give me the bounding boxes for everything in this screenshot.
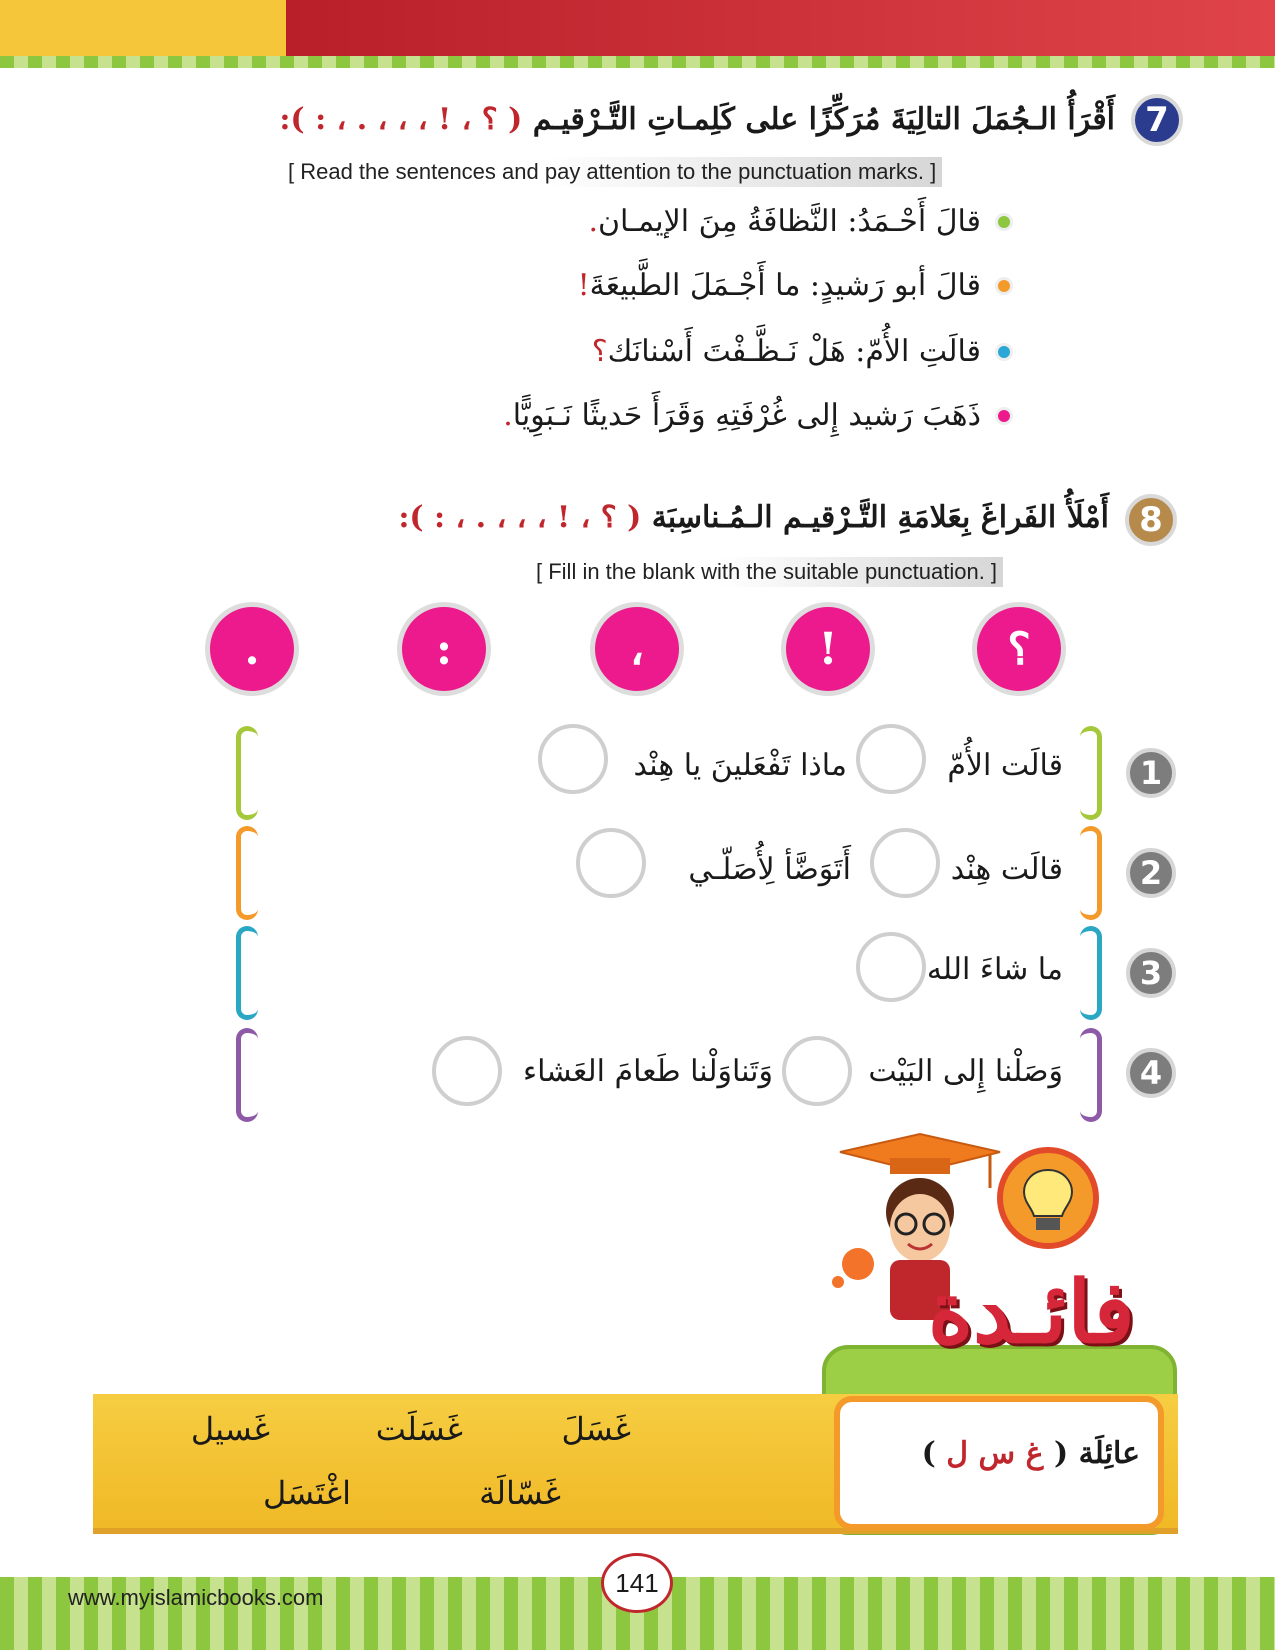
- header-red-block: [286, 0, 1275, 56]
- bullet-dot: [995, 343, 1013, 361]
- exercise-7-badge: 7: [1131, 94, 1183, 146]
- row-2-part2: أَتَوَضَّأ لِأُصَلّـي: [688, 852, 851, 887]
- row-3-blank-1[interactable]: [856, 932, 926, 1002]
- sentence-punct: .: [588, 204, 598, 239]
- row-4-number: 4: [1126, 1048, 1176, 1098]
- fact-word-5: اغْتَسَل: [262, 1474, 351, 1512]
- bracket-right: [1080, 1028, 1102, 1122]
- header-bar: [0, 0, 1275, 58]
- exercise-7-marks: ( ؟ ، ! ، ، ، . ، : ):: [279, 102, 523, 137]
- bracket-right: [1080, 826, 1102, 920]
- fact-root-text: [922, 1436, 1140, 1471]
- sentence-punct: ؟: [591, 334, 608, 369]
- row-1-blank-1[interactable]: [856, 724, 926, 794]
- bracket-left: [236, 726, 258, 820]
- row-1-blank-2[interactable]: [538, 724, 608, 794]
- row-4-blank-1[interactable]: [782, 1036, 852, 1106]
- fact-word-2: غَسَلَت: [375, 1410, 463, 1448]
- bracket-left: [236, 1028, 258, 1122]
- bracket-right: [1080, 926, 1102, 1020]
- sentence-1: [588, 204, 1013, 239]
- sentence-2: [578, 268, 1013, 303]
- fact-close-paren: ): [921, 1436, 936, 1471]
- bracket-left: [236, 826, 258, 920]
- sentence-text: قالَتِ الأُمّ: هَلْ نَـظَّـفْتَ أَسْنانَك: [607, 334, 981, 369]
- exercise-7-title: [279, 102, 1115, 137]
- exercise-7-subtitle: [ Read the sentences and pay attention to the punctuation marks. ]: [282, 157, 942, 187]
- punct-option-question[interactable]: ؟: [972, 602, 1066, 696]
- fact-word-4: غَسّالَة: [479, 1474, 561, 1512]
- header-yellow-block: [0, 0, 286, 56]
- exercise-8-title-text: أَمْلَأُ الفَراغَ بِعَلامَةِ التَّـرْقيـم الـمُـناسِبَة: [651, 500, 1109, 535]
- sentence-text: ذَهَبَ رَشيد إِلى غُرْفَتِهِ وَقَرَأَ حَديثًا نَـبَوِيًّا: [512, 398, 981, 433]
- exercise-8-subtitle: [ Fill in the blank with the suitable punctuation. ]: [530, 557, 1003, 587]
- fact-word-1: غَسَلَ: [561, 1410, 631, 1448]
- website-link[interactable]: www.myislamicbooks.com: [68, 1585, 324, 1610]
- fact-root-card: [834, 1396, 1164, 1530]
- row-1-part2: ماذا تَفْعَلينَ يا هِنْد: [633, 748, 847, 783]
- row-1-number: 1: [1126, 748, 1176, 798]
- sentence-text: قالَ أَحْـمَدُ: النَّظافَةُ مِنَ الإيمـان: [598, 204, 981, 239]
- sentence-4: [503, 398, 1013, 433]
- punct-option-colon[interactable]: :: [397, 602, 491, 696]
- exercise-7-title-text: أَقْرَأُ الـجُمَلَ التالِيَةَ مُرَكِّزًا على كَلِمـاتِ التَّـرْقيـم: [532, 102, 1115, 137]
- sentence-punct: !: [577, 268, 590, 303]
- page-number: 141: [601, 1553, 673, 1613]
- row-1-part1: قالَت الأُمّ: [947, 748, 1063, 783]
- exercise-8-marks: ( ؟ ، ! ، ، ، . ، : ):: [398, 500, 642, 535]
- row-3-number: 3: [1126, 948, 1176, 998]
- bullet-dot: [995, 277, 1013, 295]
- row-4-blank-2[interactable]: [432, 1036, 502, 1106]
- row-2-blank-1[interactable]: [870, 828, 940, 898]
- row-2-blank-2[interactable]: [576, 828, 646, 898]
- fact-word-3: غَسيل: [190, 1410, 270, 1448]
- header-stripe: [0, 56, 1275, 68]
- row-4-part2: وَتَناوَلْنا طَعامَ العَشاء: [523, 1054, 773, 1089]
- punct-option-period[interactable]: .: [205, 602, 299, 696]
- row-4-part1: وَصَلْنا إِلى البَيْت: [868, 1054, 1063, 1089]
- fact-heading: فائـدة: [928, 1262, 1135, 1363]
- exercise-8-badge: 8: [1125, 494, 1177, 546]
- bullet-dot: [995, 213, 1013, 231]
- bracket-right: [1080, 726, 1102, 820]
- sentence-3: [592, 334, 1013, 369]
- sentence-text: قالَ أبو رَشيدٍ: ما أَجْـمَلَ الطَّبيعَةَ: [589, 268, 981, 303]
- punct-option-comma[interactable]: ،: [590, 602, 684, 696]
- fact-family-label: عائِلَة (: [1053, 1436, 1140, 1471]
- row-2-part1: قالَت هِنْد: [950, 852, 1063, 887]
- exercise-8-title: [398, 500, 1109, 535]
- sentence-punct: .: [503, 398, 513, 433]
- row-3-part1: ما شاءَ الله: [926, 952, 1063, 987]
- punct-option-exclamation[interactable]: !: [781, 602, 875, 696]
- bracket-left: [236, 926, 258, 1020]
- fact-root-letters: غ س ل: [946, 1436, 1044, 1471]
- row-2-number: 2: [1126, 848, 1176, 898]
- bullet-dot: [995, 407, 1013, 425]
